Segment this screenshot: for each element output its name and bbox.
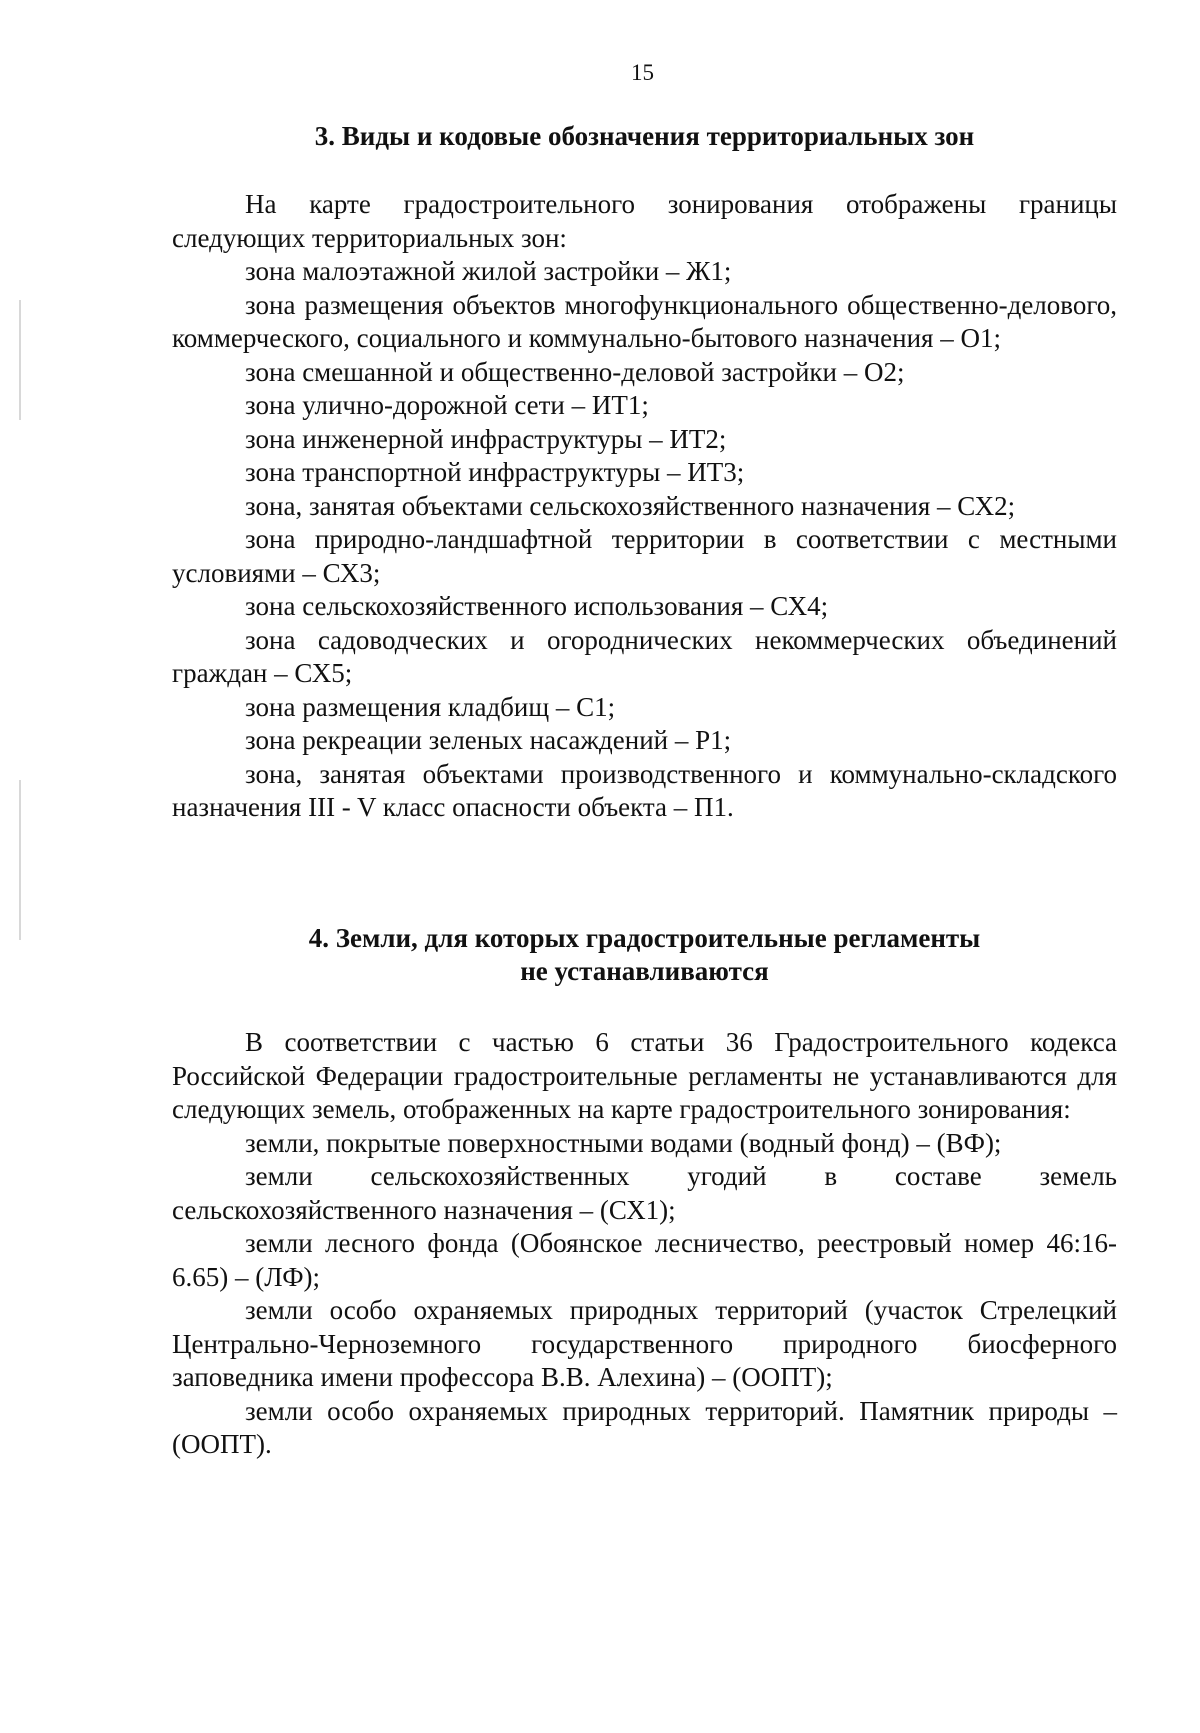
land-item: земли лесного фонда (Обоянское лесничество, реестровый номер 46:16-6.65) – (ЛФ);	[172, 1228, 1117, 1292]
land-item: земли особо охраняемых природных территорий (участок Стрелецкий Центрально-Черноземного государственного природного биосферного заповедника имени профессора В.В. Алехина) – (ООПТ);	[172, 1295, 1117, 1392]
land-item: земли, покрытые поверхностными водами (водный фонд) – (ВФ);	[245, 1127, 1002, 1158]
zone-item: зона инженерной инфраструктуры – ИТ2;	[245, 423, 727, 454]
zones-intro-paragraph: На карте градостроительного зонирования отображены границы следующих территориальных зон:	[172, 189, 1117, 253]
section-4-heading	[172, 922, 1117, 988]
zone-item: зона, занятая объектами производственного и коммунально-складского назначения III - V класс опасности объекта – П1.	[172, 758, 1117, 822]
section-3-heading	[172, 120, 1117, 153]
lands-intro-paragraph: В соответствии с частью 6 статьи 36 Градостроительного кодекса Российской Федерации градостроительные регламенты не устанавливаются для следующих земель, отображенных на карте градостроительного зонирования:	[172, 1027, 1117, 1124]
zone-item: зона размещения кладбищ – С1;	[245, 691, 616, 722]
zone-item: зона транспортной инфраструктуры – ИТ3;	[245, 457, 745, 487]
section-3-body	[172, 188, 1117, 825]
land-item: земли сельскохозяйственных угодий в составе земель сельскохозяйственного назначения – (СХ1);	[172, 1161, 1117, 1225]
zone-item: зона садоводческих и огороднических некоммерческих объединений граждан – СХ5;	[172, 624, 1117, 688]
section-4-heading-line-1: 4. Земли, для которых градостроительные регламенты	[308, 923, 981, 953]
section-4-body	[172, 1026, 1117, 1462]
zone-item: зона размещения объектов многофункционального общественно-делового, коммерческого, социального и коммунально-бытового назначения – О1;	[172, 289, 1117, 353]
zone-item: зона улично-дорожной сети – ИТ1;	[245, 390, 649, 420]
zone-item: зона, занятая объектами сельскохозяйственного назначения – СХ2;	[245, 490, 1016, 521]
scan-margin-mark	[19, 300, 21, 420]
section-3-heading-text: 3. Виды и кодовые обозначения территориальных зон	[314, 121, 975, 151]
scan-margin-mark	[19, 780, 21, 940]
section-3	[172, 120, 1117, 153]
zone-item: зона смешанной и общественно-деловой застройки – О2;	[245, 356, 905, 387]
section-4-heading-line-2: не устанавливаются	[520, 956, 769, 986]
zone-item: зона сельскохозяйственного использования – СХ4;	[245, 591, 829, 621]
section-4	[172, 922, 1117, 988]
zone-item: зона природно-ландшафтной территории в соответствии с местными условиями – СХ3;	[172, 524, 1117, 588]
page-number: 15	[631, 60, 654, 85]
zone-item: зона малоэтажной жилой застройки – Ж1;	[245, 256, 732, 286]
zone-item: зона рекреации зеленых насаждений – Р1;	[245, 725, 732, 755]
land-item: земли особо охраняемых природных территорий. Памятник природы – (ООПТ).	[172, 1395, 1117, 1459]
